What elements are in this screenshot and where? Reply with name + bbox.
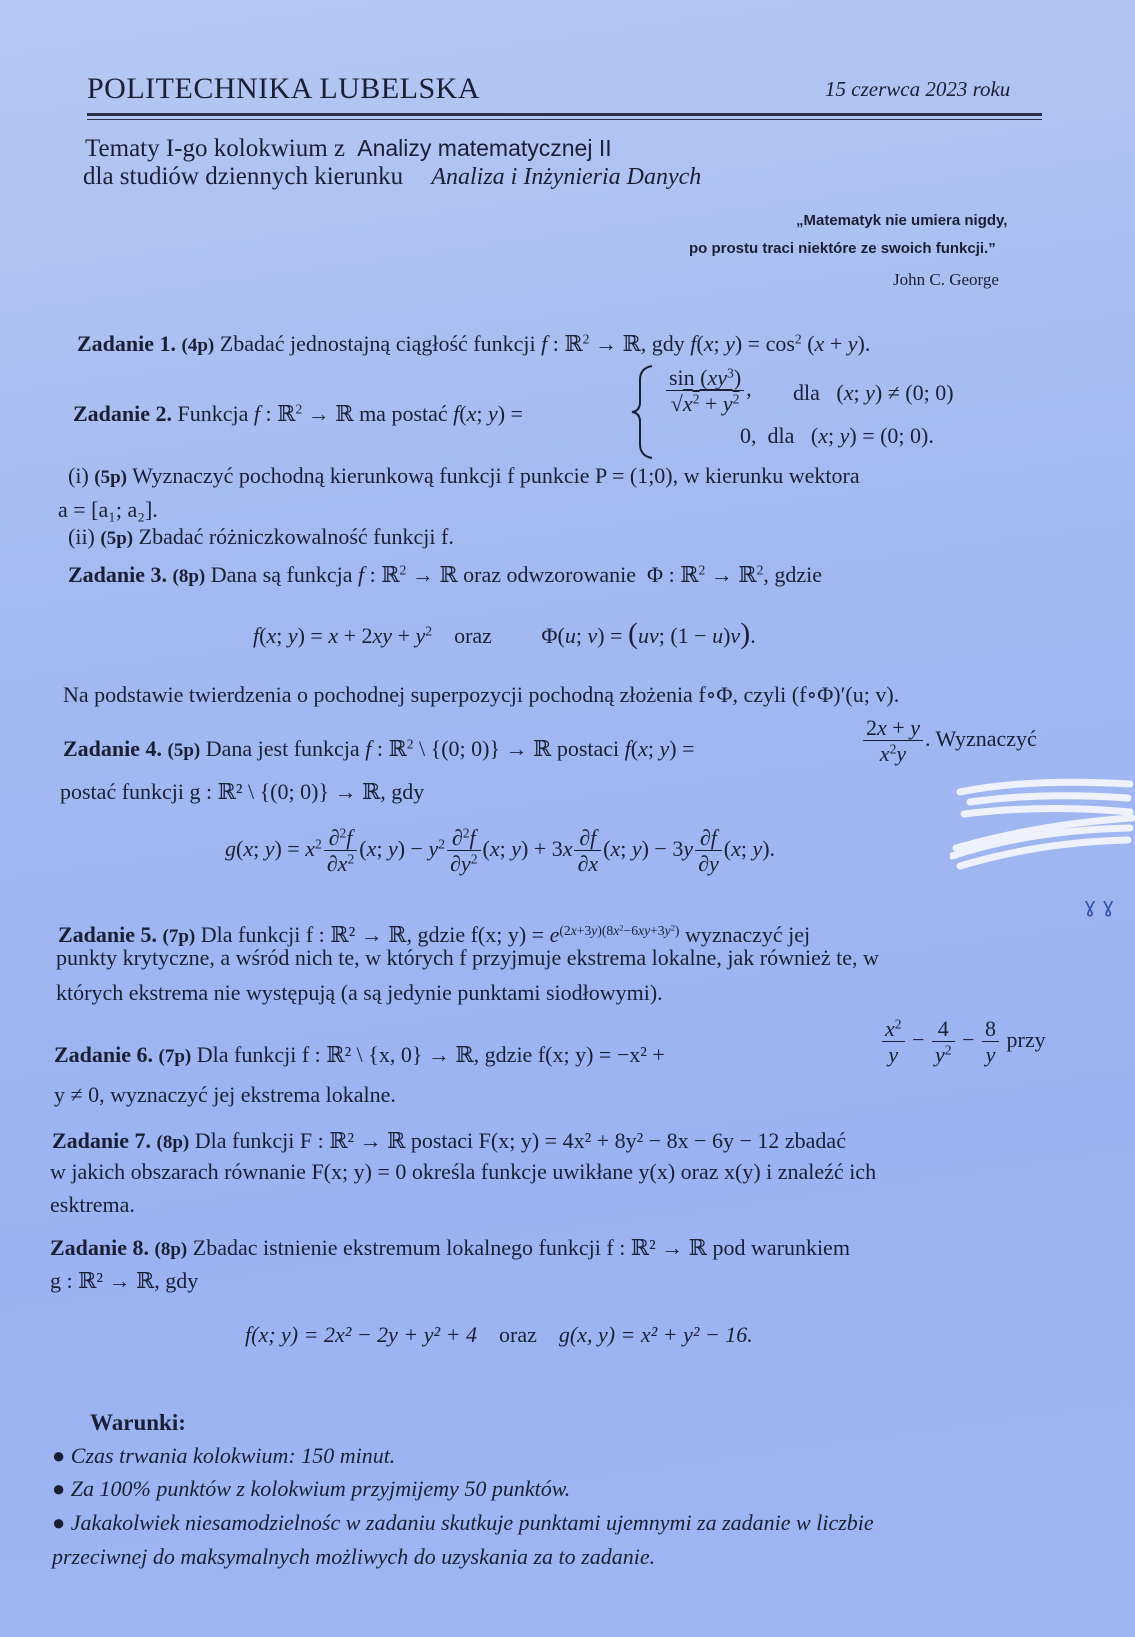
task-2-label: Zadanie 2. [73, 401, 173, 426]
title-subject: Analizy matematycznej II [357, 135, 612, 161]
condition-item-2: ● Za 100% punktów z kolokwium przyjmijemy 50 punktów. [52, 1476, 571, 1501]
task-3-formulas: f(x; $y) = x + 2xy + y^2$ oraz Φ(u; v) = (uv; (1 − u)v). [253, 617, 756, 650]
task-3-statement: Zadanie 3. (8p) Dana są funkcja f : ℝ$^2$ → ℝ oraz odwzorowanie Φ : ℝ$^2$ → ℝ$^2$, gdzie [68, 562, 823, 587]
header-rule-thin [87, 119, 1042, 120]
quote-author: John C. George [893, 270, 999, 289]
task-1: Zadanie 1. (4p) Zbadać jednostajną ciągłość funkcji f : ℝ$^2$ → ℝ, gdy f(x; $y) = \cos^2 (x + y)$. [77, 331, 871, 356]
task-2-part-ii: (ii) (5p) Zbadać różniczkowalność funkcji f. [68, 524, 454, 549]
task-8-statement: Zadanie 8. (8p) Zbadac istnienie ekstremum lokalnego funkcji f : ℝ² → ℝ pod warunkiem [50, 1235, 850, 1260]
title-prefix: Tematy I-go kolokwium z [85, 135, 345, 162]
task-1-points: (4p) [181, 335, 215, 356]
task-3-closing: Na podstawie twierdzenia o pochodnej superpozycji pochodną złożenia f∘Φ, czyli (f∘Φ)′(u; v). [63, 682, 900, 707]
condition-item-1: ● Czas trwania kolokwium: 150 minut. [52, 1443, 396, 1468]
task-6-fractions: $\frac{x^2}{y}$ − $\frac{4}{y^2}$ − $\frac{8}{y}$ przy [880, 1016, 1046, 1068]
conditions-heading: Warunki: [90, 1410, 186, 1435]
task-4-line2: postać funkcji g : ℝ² \ {(0; 0)} → ℝ, gdy [60, 779, 425, 804]
title-line-1 [85, 135, 612, 163]
task-7-line3: esktrema. [50, 1192, 135, 1217]
task-4-formula-g: g(x; $y) = x^2$ $\frac{\partial^2f}{\partial x^2}$ (x; $y) - y^2$ $\frac{\partial^2f}{\partial y^2}$ (x; y) + 3x $\frac{\partial f}{\partial x}$ (x; y) − 3y $\frac{\partial f}{\partial y}$ (x; y). [225, 825, 776, 877]
quote-line-1: „Matematyk nie umiera nigdy, [796, 212, 1008, 229]
exam-date: 15 czerwca 2023 roku [825, 77, 1011, 101]
piecewise-case-1: $\frac{\sin (xy^3)}{√x^2 + y^2}$ , [664, 365, 752, 417]
pen-scribble-mark [950, 770, 1135, 880]
task-5-statement: Zadanie 5. (7p) Dla funkcji f : ℝ² → ℝ, gdzie f(x; $y) = e^{(2x+3y)(8x^2-6xy+3y^2)}$ wyznaczyć jej [58, 921, 811, 947]
task-5-line2: punkty krytyczne, a wśród nich te, w których f przyjmuje ekstrema lokalne, jak również te, w [56, 945, 879, 970]
task-2-part-i: (i) (5p) Wyznaczyć pochodną kierunkową funkcji f punkcie P = (1;0), w kierunku wektora [68, 463, 860, 488]
piecewise-case-2: 0, dla (x; y) = (0; 0). [740, 423, 934, 448]
task-5-line3: których ekstrema nie występują (a są jedynie punktami siodłowymi). [56, 980, 663, 1005]
task-4-fraction: $\frac{2x + y}{x^2y}$ . Wyznaczyć [861, 715, 1037, 767]
task-1-label: Zadanie 1. [77, 331, 177, 356]
title-line-2 [83, 163, 701, 191]
task-2-statement: Zadanie 2. Funkcja f : ℝ$^2$ → ℝ ma postać f(x; y) = [73, 401, 523, 426]
task-6-line2: y ≠ 0, wyznaczyć jej ekstrema lokalne. [54, 1082, 396, 1107]
task-4-statement: Zadanie 4. (5p) Dana jest funkcja f : ℝ$^2$ \ {(0; 0)} → ℝ postaci f(x; y) = [63, 736, 695, 761]
task-8-formulas: f(x; y) = 2x² − 2y + y² + 4 oraz g(x, y) = x² + y² − 16. [245, 1322, 753, 1347]
condition-item-3: ● Jakakolwiek niesamodzielnośc w zadaniu skutkuje punktami ujemnymi za zadanie w liczbie [52, 1510, 874, 1535]
piecewise-brace [630, 364, 656, 460]
task-7-line2: w jakich obszarach równanie F(x; y) = 0 określa funkcje uwikłane y(x) oraz x(y) i znaleźć ich [50, 1159, 877, 1184]
handwritten-note: ɣ ɣ [1084, 893, 1115, 917]
quote-line-2: po prostu traci niektóre ze swoich funkcji.” [689, 240, 996, 257]
title-field: Analiza i Inżynieria Danych [431, 164, 702, 190]
piecewise-case-1-cond: dla (x; y) ≠ (0; 0) [793, 380, 954, 405]
header-rule-thick [87, 113, 1042, 116]
task-2-part-i-vector: a = [a₁; a₂]. [58, 497, 158, 522]
condition-item-3-cont: przeciwnej do maksymalnych możliwych do uzyskania za to zadanie. [52, 1544, 656, 1569]
task-2-text2: ma postać [359, 401, 448, 426]
institution-name: POLITECHNIKA LUBELSKA [87, 72, 480, 105]
task-7-statement: Zadanie 7. (8p) Dla funkcji F : ℝ² → ℝ postaci F(x; y) = 4x² + 8y² − 8x − 6y − 12 zbadać [52, 1128, 846, 1153]
task-6-statement: Zadanie 6. (7p) Dla funkcji f : ℝ² \ {x, 0} → ℝ, gdzie f(x; y) = −x² + [54, 1042, 665, 1067]
task-8-line2: g : ℝ² → ℝ, gdy [50, 1268, 199, 1293]
title-field-prefix: dla studiów dziennych kierunku [83, 163, 404, 190]
task-1-text: Zbadać jednostajną ciągłość funkcji [219, 331, 536, 356]
task-2-text: Funkcja [177, 401, 249, 426]
